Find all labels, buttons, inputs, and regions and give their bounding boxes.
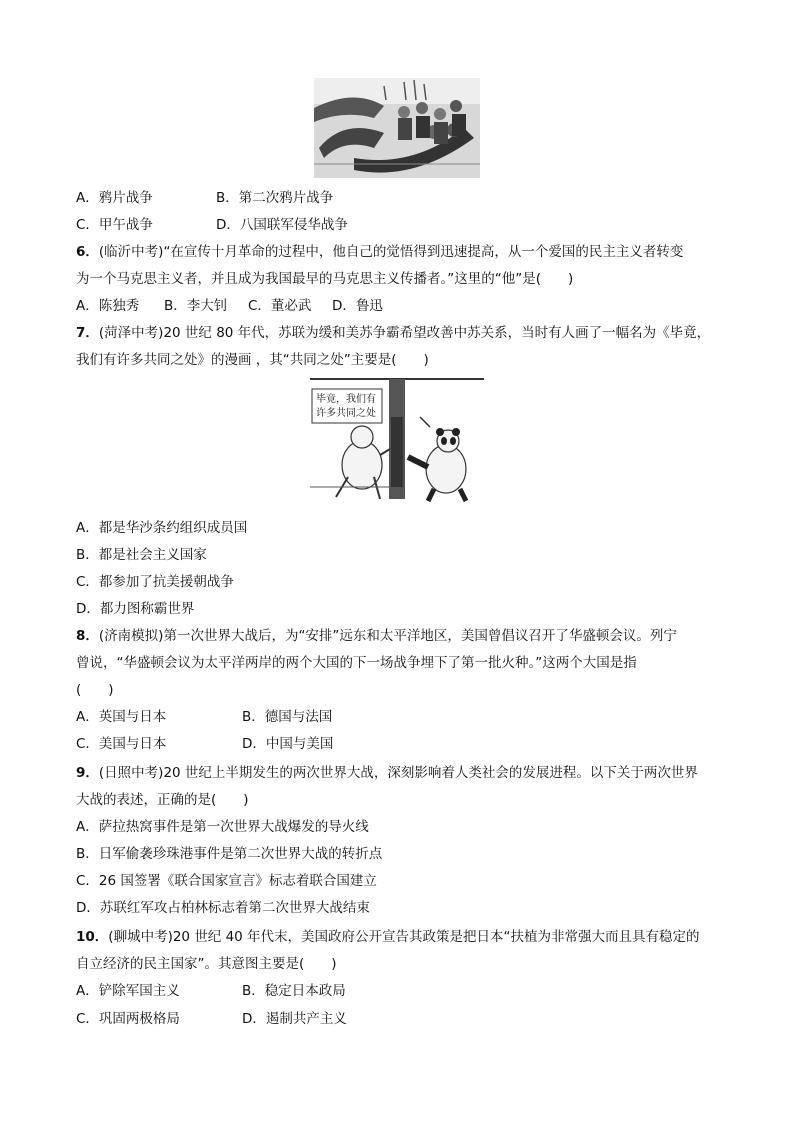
q6-option-c[interactable]: C．董必武: [248, 298, 312, 314]
q7-number: 7．: [76, 325, 99, 341]
q7-text-2: 我们有许多共同之处》的漫画 ，其“共同之处”主要是( ): [76, 352, 429, 368]
q6-option-b[interactable]: B．李大钊: [164, 298, 228, 314]
q10-option-d[interactable]: D．遏制共产主义: [242, 1011, 347, 1027]
q9-option-a[interactable]: A．萨拉热窝事件是第一次世界大战爆发的导火线: [76, 819, 369, 835]
q8-number: 8．: [76, 628, 99, 644]
q8-option-d[interactable]: D．中国与美国: [242, 736, 334, 752]
q8-text-3: ( ): [76, 682, 114, 698]
q10-stem-line1: [76, 928, 726, 946]
q8-option-a[interactable]: A．英国与日本: [76, 709, 167, 725]
q6-text-2: 为一个马克思主义者，并且成为我国最早的马克思主义传播者。”这里的“他”是( ): [76, 271, 574, 287]
q7-option-b-row: [76, 546, 726, 564]
q10-option-c[interactable]: C．巩固两极格局: [76, 1011, 180, 1027]
q9-text-2: 大战的表述，正确的是( ): [76, 792, 249, 808]
q9-option-d[interactable]: D．苏联红军攻占柏林标志着第二次世界大战结束: [76, 900, 370, 916]
q10-option-a[interactable]: A．铲除军国主义: [76, 983, 180, 999]
q10-text-1: (聊城中考)20 世纪 40 年代末，美国政府公开宣告其政策是把日本“扶植为非常强大而且具有稳定的: [108, 929, 700, 945]
q5-option-c[interactable]: C．甲午战争: [76, 217, 153, 233]
q8-option-c[interactable]: C．美国与日本: [76, 736, 167, 752]
q7-option-d-row: [76, 600, 726, 618]
q7-option-a[interactable]: A．都是华沙条约组织成员国: [76, 520, 248, 536]
cartoon-caption-line2: 许多共同之处: [316, 408, 376, 419]
q8-text-2: 曾说，“华盛顿会议为太平洋两岸的两个大国的下一场战争埋下了第一批火种。”这两个大国是指: [76, 655, 637, 671]
q6-stem-line2: [76, 270, 726, 288]
q9-option-c[interactable]: C．26 国签署《联合国家宣言》标志着联合国建立: [76, 873, 377, 889]
q6-number: 6．: [76, 244, 99, 260]
q7-option-a-row: [76, 519, 726, 537]
q9-stem-line1: [76, 764, 726, 782]
q5-option-b[interactable]: B．第二次鸦片战争: [216, 190, 334, 206]
q5-option-a[interactable]: A．鸦片战争: [76, 190, 153, 206]
q10-number: 10．: [76, 929, 109, 945]
q9-option-c-row: [76, 872, 726, 890]
q8-text-1: (济南模拟)第一次世界大战后，为“安排”远东和太平洋地区，美国曾倡议召开了华盛顿会议。列宁: [98, 628, 677, 644]
q7-option-b[interactable]: B．都是社会主义国家: [76, 547, 207, 563]
q10-stem-line2: [76, 955, 726, 973]
q8-stem-line3: [76, 681, 726, 699]
q7-stem-line1: [76, 324, 726, 342]
q9-stem-line2: [76, 791, 726, 809]
q7-stem-line2: [76, 351, 726, 369]
q10-text-2: 自立经济的民主国家”。其意图主要是( ): [76, 956, 337, 972]
q8-stem-line2: [76, 654, 726, 672]
q5-option-d[interactable]: D．八国联军侵华战争: [216, 217, 348, 233]
q7-text-1: (菏泽中考)20 世纪 80 年代，苏联为缓和美苏争霸希望改善中苏关系，当时有人画了一幅名为《毕竟，: [98, 325, 711, 341]
q7-cartoon-image: [310, 377, 484, 507]
q7-option-c-row: [76, 573, 726, 591]
q5-cartoon-image: [314, 78, 480, 178]
q9-option-d-row: [76, 899, 726, 917]
q6-stem-line1: [76, 243, 726, 261]
q6-option-a[interactable]: A．陈独秀: [76, 298, 140, 314]
cartoon-caption-line1: 毕竟，我们有: [316, 394, 376, 405]
q6-option-d[interactable]: D．鲁迅: [332, 298, 383, 314]
q9-option-a-row: [76, 818, 726, 836]
q7-option-d[interactable]: D．都力图称霸世界: [76, 601, 195, 617]
q7-option-c[interactable]: C．都参加了抗美援朝战争: [76, 574, 234, 590]
q10-option-b[interactable]: B．稳定日本政局: [242, 983, 346, 999]
q9-option-b-row: [76, 845, 726, 863]
q8-stem-line1: [76, 627, 726, 645]
q9-option-b[interactable]: B．日军偷袭珍珠港事件是第二次世界大战的转折点: [76, 846, 383, 862]
q8-option-b[interactable]: B．德国与法国: [242, 709, 333, 725]
q6-text-1: (临沂中考)“在宣传十月革命的过程中，他自己的觉悟得到迅速提高，从一个爱国的民主主义者转变: [98, 244, 684, 260]
q9-text-1: (日照中考)20 世纪上半期发生的两次世界大战，深刻影响着人类社会的发展进程。以下关于两次世界: [98, 765, 698, 781]
q9-number: 9．: [76, 765, 99, 781]
